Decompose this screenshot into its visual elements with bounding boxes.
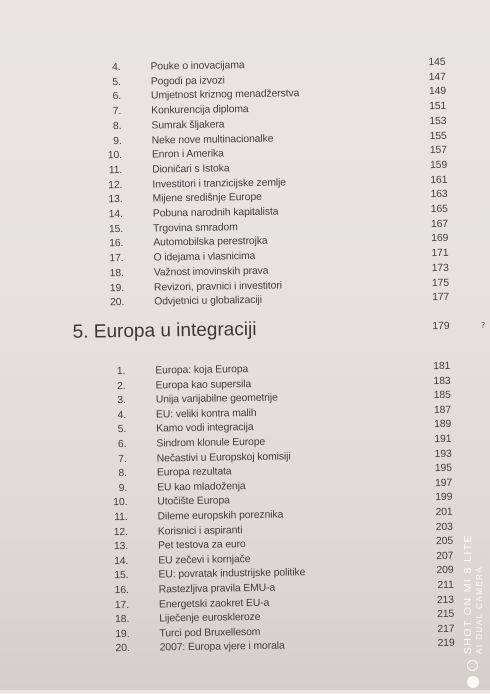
watermark-ring-icon: [467, 660, 478, 671]
entry-number: 16.: [114, 584, 129, 597]
entry-title: Automobilska perestrojka: [153, 236, 268, 249]
entry-page-number: 207: [436, 550, 454, 562]
watermark-dot-icon: [467, 676, 479, 688]
entry-number: 5.: [112, 76, 121, 88]
entry-page-number: 147: [428, 71, 446, 83]
camera-watermark: [462, 480, 488, 690]
entry-title: Pogodi pa izvozi: [150, 75, 225, 88]
entry-number: 13.: [108, 194, 123, 206]
entry-number: 4.: [111, 61, 121, 74]
entry-page-number: 165: [430, 203, 448, 216]
entry-number: 20.: [109, 297, 125, 309]
entry-number: 15.: [114, 570, 129, 582]
entry-number: 8.: [118, 468, 128, 480]
entry-page-number: 189: [434, 419, 452, 431]
entry-title: Kamo vodi integracija: [156, 422, 254, 435]
entry-title: EU zečevi i kornjače: [158, 553, 251, 567]
entry-number: 12.: [108, 179, 123, 191]
entry-number: 9.: [113, 135, 122, 147]
entry-page-number: 161: [430, 174, 448, 186]
entry-title: Dileme europskih poreznika: [157, 509, 284, 523]
entry-page-number: 219: [437, 638, 455, 650]
entry-number: 17.: [114, 599, 130, 611]
entry-title: Pet testova za euro: [157, 539, 246, 552]
entry-number: 7.: [112, 106, 122, 118]
entry-title: Umjetnost kriznog menadžerstva: [150, 88, 300, 102]
entry-title: Unija varijabilne geometrije: [155, 392, 278, 406]
entry-page-number: 193: [434, 448, 452, 460]
entry-title: Važnost imovinskih prava: [153, 265, 269, 279]
entry-number: 5.: [117, 424, 127, 436]
entry-page-number: 155: [429, 130, 447, 142]
entry-number: 11.: [108, 164, 123, 177]
entry-title: Europa: koja Europa: [155, 364, 249, 377]
entry-number: 3.: [117, 395, 126, 407]
entry-title: Dioničari s Istoka: [152, 163, 230, 176]
entry-number: 8.: [112, 120, 122, 132]
entry-title: Revizori, pravnici i investitori: [153, 279, 282, 293]
entry-title: EU: veliki kontra malih: [155, 407, 257, 421]
entry-title: Trgovina smradom: [152, 221, 238, 235]
section-4-list: [0, 0, 484, 309]
entry-title: Pobuna narodnih kapitalista: [152, 206, 279, 220]
watermark-line-2: AI DUAL CAMERA: [475, 565, 484, 654]
entry-title: Korisnici i aspiranti: [157, 524, 243, 538]
entry-page-number: 173: [431, 262, 449, 274]
entry-page-number: 215: [437, 609, 455, 621]
entry-title: Konkurencija diploma: [151, 104, 249, 117]
entry-number: 12.: [113, 526, 128, 538]
entry-page-number: 203: [435, 521, 453, 533]
entry-title: Europa rezultata: [156, 466, 232, 479]
entry-title: Odvjetnici u globalizaciji: [154, 294, 263, 308]
entry-page-number: 149: [428, 86, 447, 98]
entry-number: 6.: [117, 438, 127, 451]
margin-mark: ?: [481, 321, 486, 330]
entry-title: Turci pod Bruxellesom: [159, 626, 261, 640]
entry-number: 16.: [109, 238, 124, 250]
entry-title: EU kao mladoženja: [157, 480, 246, 494]
entry-page-number: 169: [431, 233, 449, 245]
entry-page-number: 199: [435, 492, 453, 504]
entry-page-number: 195: [434, 463, 452, 475]
entry-page-number: 191: [434, 433, 452, 446]
entry-page-number: 217: [437, 623, 455, 635]
entry-title: Nečastivi u Europskoj komisiji: [156, 450, 291, 465]
entry-number: 4.: [117, 409, 127, 421]
entry-page-number: 175: [431, 277, 450, 289]
entry-title: Neke nove multinacionalke: [151, 133, 274, 147]
entry-page-number: 205: [435, 536, 454, 548]
entry-page-number: 183: [433, 375, 451, 387]
entry-number: 7.: [118, 453, 127, 465]
chapter-5-heading: [0, 313, 470, 348]
entry-page-number: 211: [437, 579, 454, 592]
watermark-line-1: SHOT ON MI 8 LITE: [462, 534, 474, 654]
entry-number: 10.: [107, 150, 123, 162]
entry-page-number: 159: [429, 159, 448, 172]
entry-page-number: 213: [436, 594, 455, 606]
entry-number: 2.: [116, 380, 126, 392]
entry-page-number: 153: [429, 115, 447, 127]
entry-page-number: 167: [430, 218, 449, 230]
entry-title: Pouke o inovacijama: [150, 60, 245, 73]
entry-title: Utočište Europa: [157, 495, 230, 508]
entry-title: Liječenje euroskleroze: [159, 612, 261, 625]
entry-number: 11.: [114, 511, 128, 524]
entry-title: Sindrom klonule Europe: [156, 436, 266, 450]
entry-title: Investitori i tranzicijske zemlje: [152, 177, 287, 191]
entry-number: 14.: [108, 208, 123, 221]
entry-title: Rastezljiva pravila EMU-a: [158, 582, 276, 596]
chapter-page-number: 179: [432, 320, 450, 333]
entry-page-number: 151: [429, 100, 447, 113]
entry-number: 20.: [115, 643, 130, 655]
entry-page-number: 171: [431, 247, 449, 260]
entry-number: 17.: [109, 253, 124, 265]
entry-number: 1.: [116, 365, 126, 378]
entry-title: Mijene središnje Europe: [152, 192, 262, 205]
entry-number: 19.: [109, 282, 125, 294]
entry-number: 18.: [114, 614, 130, 626]
entry-title: Europa kao supersila: [155, 378, 252, 392]
entry-title: Energetski zaokret EU-a: [158, 597, 270, 611]
entry-number: 13.: [113, 541, 129, 553]
entry-page-number: 187: [433, 404, 452, 416]
entry-page-number: 163: [430, 189, 448, 201]
entry-page-number: 197: [434, 477, 453, 489]
entry-page-number: 209: [436, 565, 454, 577]
entry-page-number: 201: [435, 506, 453, 519]
entry-number: 9.: [118, 482, 128, 494]
entry-page-number: 181: [433, 360, 451, 373]
entry-title: O idejama i vlasnicima: [153, 250, 256, 264]
entry-number: 18.: [109, 267, 124, 279]
entry-title: EU: povratak industrijske politike: [158, 567, 306, 581]
entry-page-number: 177: [432, 292, 450, 304]
entry-title: Sumrak šljakera: [151, 119, 225, 132]
entry-number: 6.: [112, 91, 122, 103]
entry-page-number: 157: [429, 145, 447, 157]
entry-number: 19.: [115, 628, 130, 640]
entry-title: Enron i Amerika: [151, 148, 224, 161]
entry-number: 14.: [114, 555, 129, 567]
entry-page-number: 145: [428, 56, 446, 69]
entry-number: 10.: [113, 497, 128, 509]
entry-title: 2007: Europa vjere i morala: [159, 640, 285, 654]
entry-number: 15.: [108, 223, 124, 235]
entry-page-number: 185: [433, 390, 451, 402]
chapter-title: 5. Europa u integraciji: [72, 318, 257, 343]
